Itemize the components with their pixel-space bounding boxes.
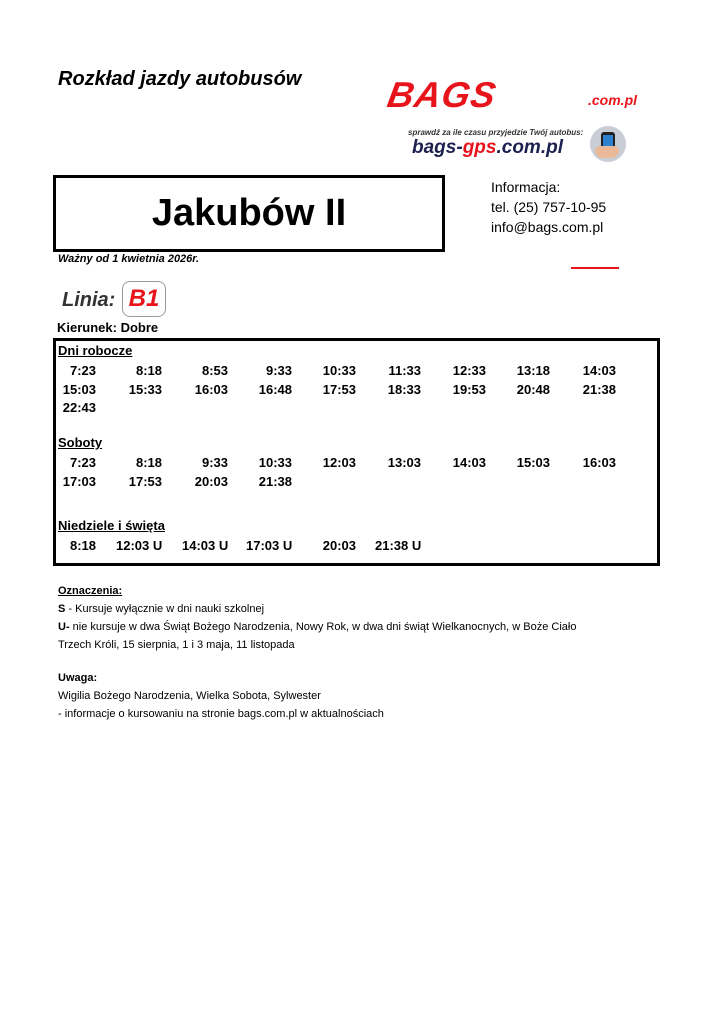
departure-time: 15:03 bbox=[62, 381, 96, 397]
departure-time: 14:03 U bbox=[182, 538, 229, 553]
section-title: Niedziele i święta bbox=[58, 518, 165, 533]
bags-logo-suffix: .com.pl bbox=[588, 92, 638, 108]
departure-time: 17:03 bbox=[62, 473, 96, 489]
bags-logo bbox=[384, 74, 650, 115]
departure-time: 17:03 U bbox=[246, 538, 293, 553]
document-title: Rozkład jazdy autobusów bbox=[58, 68, 302, 90]
legend-u-key: U- bbox=[58, 621, 70, 633]
departure-time: 16:03 bbox=[582, 455, 616, 470]
contact-info bbox=[491, 177, 606, 237]
departure-time: 17:53 bbox=[322, 381, 356, 397]
info-label: Informacja: bbox=[491, 179, 561, 195]
departure-time: 9:33 bbox=[265, 363, 292, 378]
section-title: Dni robocze bbox=[58, 343, 133, 358]
departure-time: 11:33 bbox=[388, 363, 421, 378]
departure-time: 18:33 bbox=[387, 381, 421, 397]
departure-time: 8:18 bbox=[135, 363, 162, 378]
remark-title: Uwaga: bbox=[58, 672, 98, 684]
departure-time: 21:38 U bbox=[375, 538, 422, 553]
departure-time: 12:03 U bbox=[116, 538, 163, 553]
departure-time: 15:33 bbox=[128, 381, 162, 397]
departure-time: 20:03 bbox=[194, 473, 228, 489]
red-divider bbox=[571, 267, 619, 269]
gps-tagline: sprawdź za ile czasu przyjedzie Twój autobus: bbox=[408, 128, 584, 137]
departure-time: 10:33 bbox=[322, 363, 356, 378]
departure-time: 7:23 bbox=[69, 455, 96, 470]
legend-s-key: S bbox=[58, 603, 66, 615]
departure-time: 8:18 bbox=[69, 538, 96, 553]
gps-logo-part-c: .com.pl bbox=[496, 137, 563, 158]
departure-time: 10:33 bbox=[258, 455, 292, 470]
departure-time: 13:03 bbox=[387, 455, 421, 470]
info-phone: tel. (25) 757-10-95 bbox=[491, 199, 607, 215]
departure-time: 14:03 bbox=[582, 363, 616, 378]
direction: Kierunek: Dobre bbox=[57, 320, 159, 335]
departure-time: 15:03 bbox=[516, 455, 550, 470]
bags-gps-logo bbox=[412, 137, 563, 159]
departure-time: 22:43 bbox=[62, 400, 96, 415]
departure-time: 9:33 bbox=[201, 455, 228, 470]
departure-time: 19:53 bbox=[452, 381, 486, 397]
departure-time: 12:03 bbox=[322, 455, 356, 470]
smartphone-in-hand-icon bbox=[590, 126, 626, 162]
stop-name-box bbox=[53, 175, 445, 252]
bags-logo-main: BAGS bbox=[384, 74, 500, 115]
line-label: Linia: bbox=[62, 289, 116, 311]
gps-logo-part-b: gps bbox=[462, 137, 497, 158]
departure-time: 12:33 bbox=[452, 363, 486, 378]
line-number-badge: B1 bbox=[122, 281, 166, 317]
departure-time: 16:48 bbox=[258, 381, 292, 397]
departure-time: 16:03 bbox=[194, 381, 228, 397]
legend-u-text: nie kursuje w dwa Świąt Bożego Narodzenia, Nowy Rok, w dwa dni świąt Wielkanocnych, w Boże Ciało bbox=[69, 621, 577, 633]
section-title: Soboty bbox=[58, 435, 103, 450]
legend-u-continued: Trzech Króli, 15 sierpnia, 1 i 3 maja, 11 listopada bbox=[58, 639, 295, 651]
departure-time: 17:53 bbox=[128, 473, 162, 489]
legend-s-text: - Kursuje wyłącznie w dni nauki szkolnej bbox=[65, 603, 265, 615]
departure-time: 8:53 bbox=[201, 363, 228, 378]
departure-time: 20:48 bbox=[516, 381, 550, 397]
legend-title: Oznaczenia: bbox=[58, 585, 123, 597]
departure-time: 21:38 bbox=[258, 473, 292, 489]
departure-time: 13:18 bbox=[516, 363, 550, 378]
stop-name: Jakubów II bbox=[151, 192, 347, 234]
valid-from: Ważny od 1 kwietnia 2026r. bbox=[58, 253, 200, 265]
remark-line-2: - informacje o kursowaniu na stronie bags.com.pl w aktualnościach bbox=[58, 708, 384, 720]
timetable bbox=[53, 338, 660, 566]
remark-line-1: Wigilia Bożego Narodzenia, Wielka Sobota, Sylwester bbox=[58, 690, 321, 702]
departure-time: 20:03 bbox=[322, 538, 356, 553]
departure-time: 21:38 bbox=[582, 381, 616, 397]
departure-time: 8:18 bbox=[135, 455, 162, 470]
legend-s bbox=[58, 603, 264, 615]
departure-time: 7:23 bbox=[69, 363, 96, 378]
legend-u bbox=[58, 621, 576, 633]
gps-logo-part-a: bags- bbox=[412, 137, 463, 158]
info-email: info@bags.com.pl bbox=[491, 219, 604, 235]
departure-time: 14:03 bbox=[452, 455, 486, 470]
